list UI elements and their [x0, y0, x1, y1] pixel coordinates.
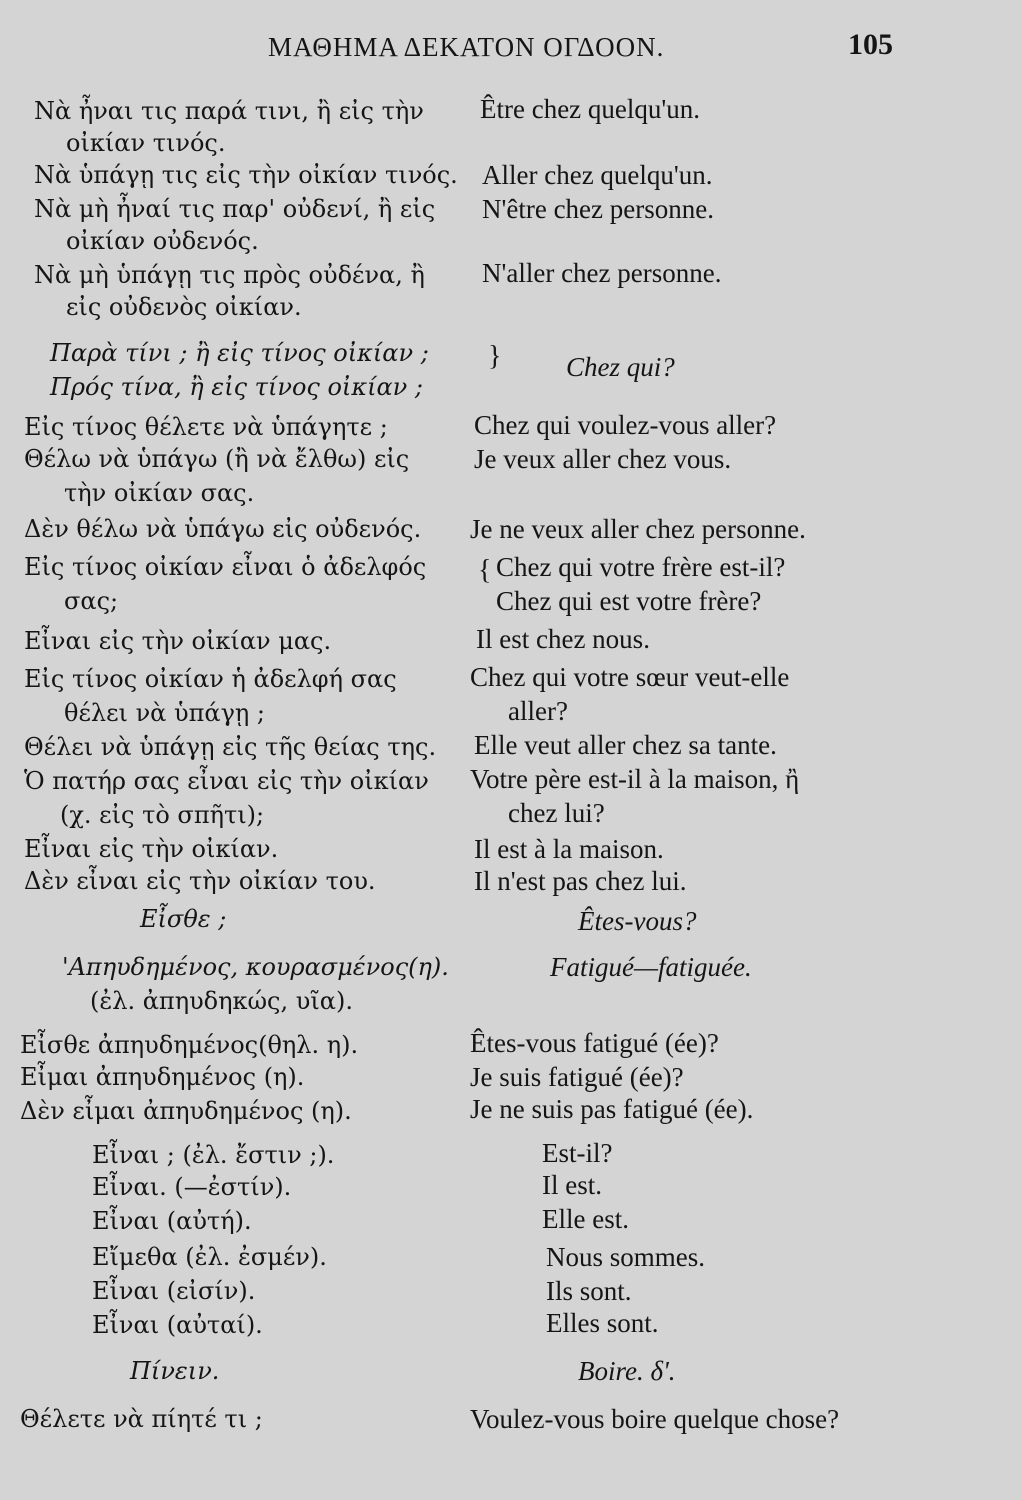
french-text-line: Je ne veux aller chez personne. — [470, 514, 806, 544]
french-text-line: Fatigué—fatiguée. — [550, 952, 752, 982]
greek-text-line: Εἶναι εἰς τὴν οἰκίαν. — [24, 835, 279, 863]
french-text-line: Chez qui votre frère est-il? — [496, 552, 786, 582]
greek-text-line: Εἶμαι ἀπηυδημένος (η). — [20, 1063, 305, 1091]
french-text-line: Votre père est-il à la maison, ἢ — [470, 764, 800, 794]
page-header — [0, 28, 1022, 68]
greek-text-line: (χ. εἰς τὸ σπῆτι); — [60, 801, 265, 829]
french-text-line: Chez qui voulez-vous aller? — [474, 410, 777, 440]
french-text-line: Elle veut aller chez sa tante. — [474, 730, 777, 760]
french-text-line: Boire. δ'. — [578, 1356, 676, 1386]
french-text-line: N'aller chez personne. — [482, 258, 722, 288]
french-text-line: Il est chez nous. — [476, 624, 650, 654]
greek-text-line: Εἶσθε ἀπηυδημένος(θηλ. η). — [20, 1031, 359, 1059]
greek-text-line: Νὰ μὴ ὑπάγῃ τις πρὸς οὐδένα, ἢ — [34, 261, 425, 289]
greek-text-line: Εἶναι (αὐτή). — [92, 1207, 252, 1235]
french-text-line: Chez qui est votre frère? — [496, 586, 762, 616]
greek-text-line: Εἶναι ; (ἐλ. ἔστιν ;). — [92, 1141, 335, 1169]
french-text-line: Voulez-vous boire quelque chose? — [470, 1404, 840, 1434]
greek-text-line: Εἰς τίνος οἰκίαν ἡ ἀδελφή σας — [24, 665, 397, 693]
greek-text-line: Εἶσθε ; — [140, 905, 227, 933]
french-text-line: Je veux aller chez vous. — [474, 444, 732, 474]
page-number: 105 — [848, 28, 893, 61]
french-text-line: Êtes-vous? — [578, 906, 697, 936]
french-text-line: Je ne suis pas fatigué (ée). — [470, 1094, 754, 1124]
greek-text-line: οἰκίαν οὐδενός. — [66, 227, 259, 255]
greek-text-line: Ὁ πατήρ σας εἶναι εἰς τὴν οἰκίαν — [24, 767, 429, 795]
french-text-line: Aller chez quelqu'un. — [482, 160, 713, 190]
french-text-line: Je suis fatigué (ée)? — [470, 1062, 684, 1092]
french-text-line: Est-il? — [542, 1138, 613, 1168]
greek-text-line: Νὰ μὴ ἦναί τις παρ' οὐδενί, ἢ εἰς — [34, 195, 436, 223]
greek-text-line: Εἶναι εἰς τὴν οἰκίαν μας. — [24, 627, 332, 655]
french-text-line: Êtes-vous fatigué (ée)? — [470, 1028, 719, 1058]
french-text-line: chez lui? — [508, 798, 605, 828]
greek-text-line: Νὰ ἦναι τις παρά τινι, ἢ εἰς τὴν — [34, 97, 424, 125]
french-text-line: Il est. — [542, 1170, 602, 1200]
greek-text-line: Πρός τίνα, ἢ εἰς τίνος οἰκίαν ; — [50, 373, 423, 401]
greek-text-line: Θέλετε νὰ πίητέ τι ; — [20, 1405, 263, 1433]
running-title: ΜΑΘΗΜΑ ΔΕΚΑΤΟΝ ΟΓΔΟΟΝ. — [268, 32, 665, 62]
greek-text-line: Παρὰ τίνι ; ἢ εἰς τίνος οἰκίαν ; — [50, 339, 429, 367]
greek-text-line: Δὲν θέλω νὰ ὑπάγω εἰς οὐδενός. — [24, 515, 422, 543]
greek-text-line: Εἶναι (εἰσίν). — [92, 1277, 256, 1305]
greek-text-line: σας; — [64, 587, 119, 615]
french-text-line: Elle est. — [542, 1204, 629, 1234]
french-text-line: Il est à la maison. — [474, 834, 664, 864]
french-text-line: N'être chez personne. — [482, 194, 714, 224]
french-text-line: Être chez quelqu'un. — [480, 94, 701, 124]
greek-text-line: Εἴμεθα (ἐλ. ἐσμέν). — [92, 1243, 327, 1271]
greek-text-line: Θέλει νὰ ὑπάγῃ εἰς τῆς θείας της. — [24, 733, 437, 761]
greek-text-line: 'Απηυδημένος, κουρασμένος(η). — [62, 953, 449, 981]
greek-text-line: Εἰς τίνος οἰκίαν εἶναι ὁ ἀδελφός — [24, 553, 427, 581]
french-text-line: Nous sommes. — [546, 1242, 706, 1272]
greek-text-line: θέλει νὰ ὑπάγῃ ; — [64, 699, 265, 727]
greek-text-line: Δὲν εἶναι εἰς τὴν οἰκίαν του. — [24, 867, 376, 895]
greek-text-line: (ἐλ. ἀπηυδηκώς, υῖα). — [90, 987, 353, 1015]
greek-text-line: Δὲν εἶμαι ἀπηυδημένος (η). — [20, 1097, 352, 1125]
greek-text-line: τὴν οἰκίαν σας. — [64, 479, 255, 507]
french-text-line: Chez qui? — [566, 352, 675, 382]
french-text-line: Ils sont. — [546, 1276, 632, 1306]
greek-text-line: Θέλω νὰ ὑπάγω (ἢ νὰ ἔλθω) εἰς — [24, 445, 410, 473]
french-text-line: aller? — [508, 696, 568, 726]
greek-text-line: Νὰ ὑπάγῃ τις εἰς τὴν οἰκίαν τινός. — [34, 161, 458, 189]
greek-text-line: οἰκίαν τινός. — [66, 129, 226, 157]
greek-text-line: εἰς οὐδενὸς οἰκίαν. — [66, 293, 302, 321]
grouping-brace: } — [488, 341, 502, 372]
greek-text-line: Πίνειν. — [130, 1357, 220, 1385]
greek-text-line: Εἶναι. (—ἐστίν). — [92, 1173, 292, 1201]
french-text-line: Chez qui votre sœur veut-elle — [470, 662, 790, 692]
grouping-brace: { — [478, 555, 492, 586]
french-text-line: Il n'est pas chez lui. — [474, 866, 687, 896]
greek-text-line: Εἶναι (αὐταί). — [92, 1311, 263, 1339]
french-text-line: Elles sont. — [546, 1308, 659, 1338]
greek-text-line: Εἰς τίνος θέλετε νὰ ὑπάγητε ; — [24, 413, 388, 441]
